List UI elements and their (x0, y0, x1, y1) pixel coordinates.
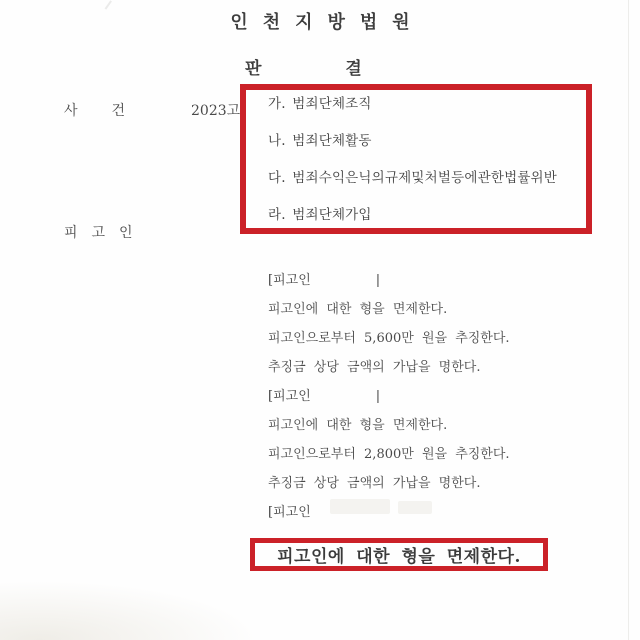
charge-item: 다. 범죄수익은닉의규제및처벌등에관한법률위반 (268, 170, 558, 186)
defendant-label: 피고인 (64, 225, 147, 241)
ruling-line: 추징금 상당 금액의 가납을 명한다. (268, 360, 481, 375)
ruling-line: 추징금 상당 금액의 가납을 명한다. (268, 476, 481, 491)
final-ruling-text: 피고인에 대한 형을 면제한다. (277, 547, 521, 567)
erased-redaction-smudge (398, 501, 432, 514)
defendant-section-header: [피고인 (268, 505, 311, 520)
charge-item: 나. 범죄단체활동 (268, 133, 372, 149)
charges-list (268, 96, 557, 223)
charge-item: 가. 범죄단체조직 (268, 96, 372, 112)
judgment-title: 판결 (245, 59, 446, 79)
case-label: 사건 (64, 103, 160, 119)
ruling-line: 피고인으로부터 2,800만 원을 추징한다. (268, 447, 510, 462)
defendant-section-header: [피고인 | (268, 273, 381, 288)
ruling-line: 피고인으로부터 5,600만 원을 추징한다. (268, 331, 510, 346)
scan-corner-shadow (0, 580, 260, 640)
ruling-text-block (268, 266, 598, 527)
case-number: 2023고 (191, 103, 241, 119)
court-name-title: 인천지방법원 (230, 12, 425, 33)
charge-item: 라. 범죄단체가입 (268, 207, 372, 223)
ruling-line: 피고인에 대한 형을 면제한다. (268, 302, 448, 317)
ruling-line: 피고인에 대한 형을 면제한다. (268, 418, 448, 433)
page-edge-scan-line (628, 0, 629, 640)
final-ruling-highlight-box (250, 538, 548, 571)
erased-redaction-smudge (330, 499, 390, 514)
defendant-section-header: [피고인 | (268, 389, 381, 404)
charges-highlight-box (240, 84, 592, 234)
